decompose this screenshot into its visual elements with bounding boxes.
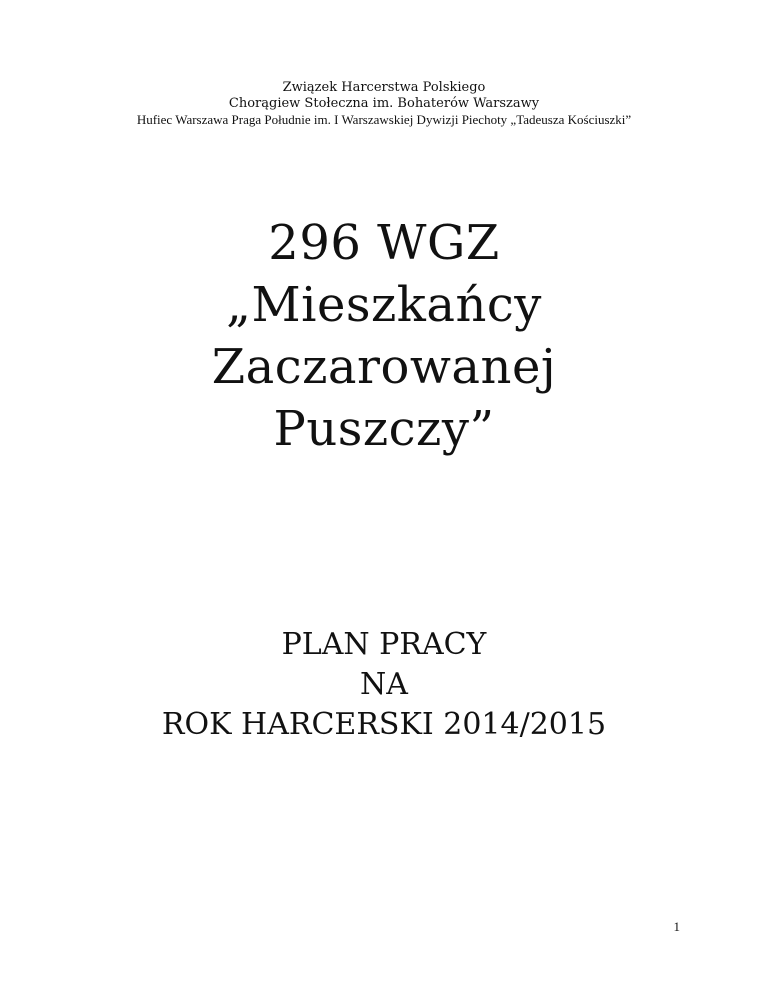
title-line-1: 296 WGZ <box>268 215 500 271</box>
document-header <box>0 80 768 128</box>
plan-subtitle <box>0 625 768 745</box>
page-number: 1 <box>673 919 680 934</box>
title-line-2: „Mieszkańcy <box>226 277 542 333</box>
district-name: Hufiec Warszawa Praga Południe im. I Warszawskiej Dywizji Piechoty „Tadeusza Kościuszki” <box>136 112 632 127</box>
title-line-4: Puszczy” <box>273 401 495 457</box>
plan-line-3: ROK HARCERSKI 2014/2015 <box>161 707 607 742</box>
plan-line-1: PLAN PRACY <box>281 627 487 662</box>
title-line-3: Zaczarowanej <box>211 339 557 395</box>
organization-name: Związek Harcerstwa Polskiego <box>282 80 486 95</box>
banner-name: Chorągiew Stołeczna im. Bohaterów Warszawy <box>228 96 540 111</box>
document-title <box>0 212 768 460</box>
plan-line-2: NA <box>360 667 408 702</box>
